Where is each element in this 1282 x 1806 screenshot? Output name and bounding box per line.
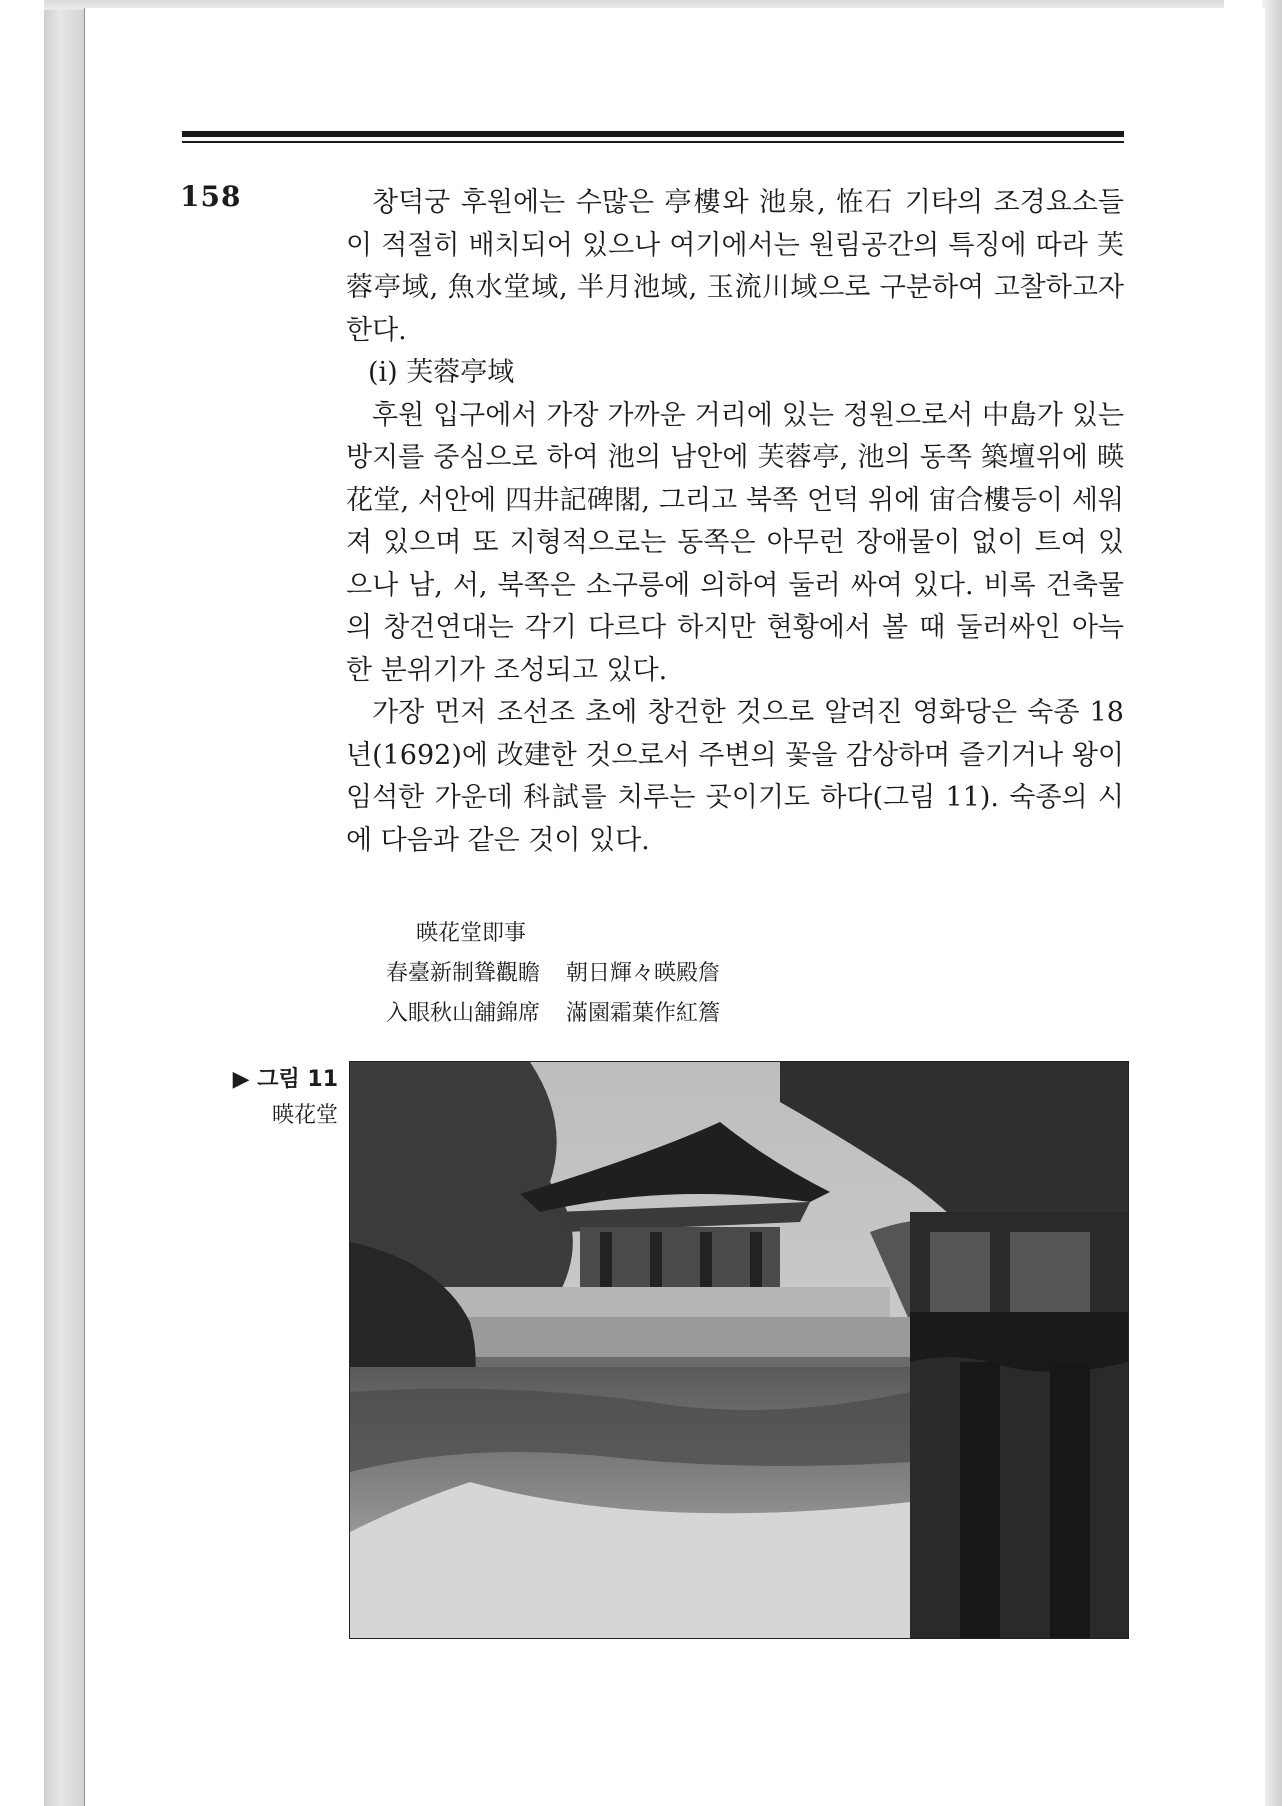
body-text: [346, 182, 1124, 862]
pavilion-pond-photo: [350, 1062, 1128, 1638]
figure-caption-text: 暎花堂: [271, 1103, 338, 1128]
poem-line: [386, 954, 746, 994]
figure-photo: [349, 1061, 1129, 1639]
poem-block: [386, 914, 746, 1034]
figure-caption: [220, 1062, 338, 1134]
header-rule-thick: [182, 131, 1124, 137]
section-heading: (i) 芙蓉亭域: [368, 357, 515, 388]
header-rule-thin: [182, 141, 1124, 143]
section-paragraph: 후원 입구에서 가장 가까운 거리에 있는 정원으로서 中島가 있는 방지를 중심으로 하여 池의 남안에 芙蓉亭, 池의 동쪽 築壇위에 暎花堂, 서안에 四井記碑閣, 그리고 북쪽 언덕 위에 宙合樓등이 세워져 있으며 또 지형적으로는 동쪽은 아무런 장애물이 없이 트여 있으나 남, 서, 북쪽은 소구릉에 의하여 둘러 싸여 있다. 비록 건축물의 창건연대는 각기 다르다 하지만 현황에서 볼 때 둘러싸인 아늑한 분위기가 조성되고 있다.: [346, 399, 1124, 686]
poem-line: [386, 994, 746, 1034]
poem-verse: 朝日輝々暎殿詹: [566, 961, 721, 986]
poem-verse: 入眼秋山舖錦席: [386, 1001, 541, 1026]
figure-label: ▶ 그림 11: [232, 1067, 338, 1092]
page-number: 158: [180, 180, 242, 213]
poem-title: 暎花堂即事: [416, 921, 527, 946]
book-right-edge: [1262, 0, 1282, 1806]
book-spine-edge: [44, 0, 85, 1806]
poem-verse: 滿園霜葉作紅簷: [566, 1001, 721, 1026]
intro-paragraph: 창덕궁 후원에는 수많은 亭樓와 池泉, 恠石 기타의 조경요소들이 적절히 배치되어 있으나 여기에서는 원림공간의 특징에 따라 芙蓉亭域, 魚水堂域, 半月池域, 玉流川域으로 구분하여 고찰하고자 한다.: [346, 187, 1124, 346]
section-paragraph: 가장 먼저 조선조 초에 창건한 것으로 알려진 영화당은 숙종 18년(1692)에 改建한 것으로서 주변의 꽃을 감상하며 즐기거나 왕이 임석한 가운데 科試를 치루는 곳이기도 하다(그림 11). 숙종의 시에 다음과 같은 것이 있다.: [346, 697, 1124, 856]
poem-verse: 春臺新制聳觀瞻: [386, 961, 541, 986]
